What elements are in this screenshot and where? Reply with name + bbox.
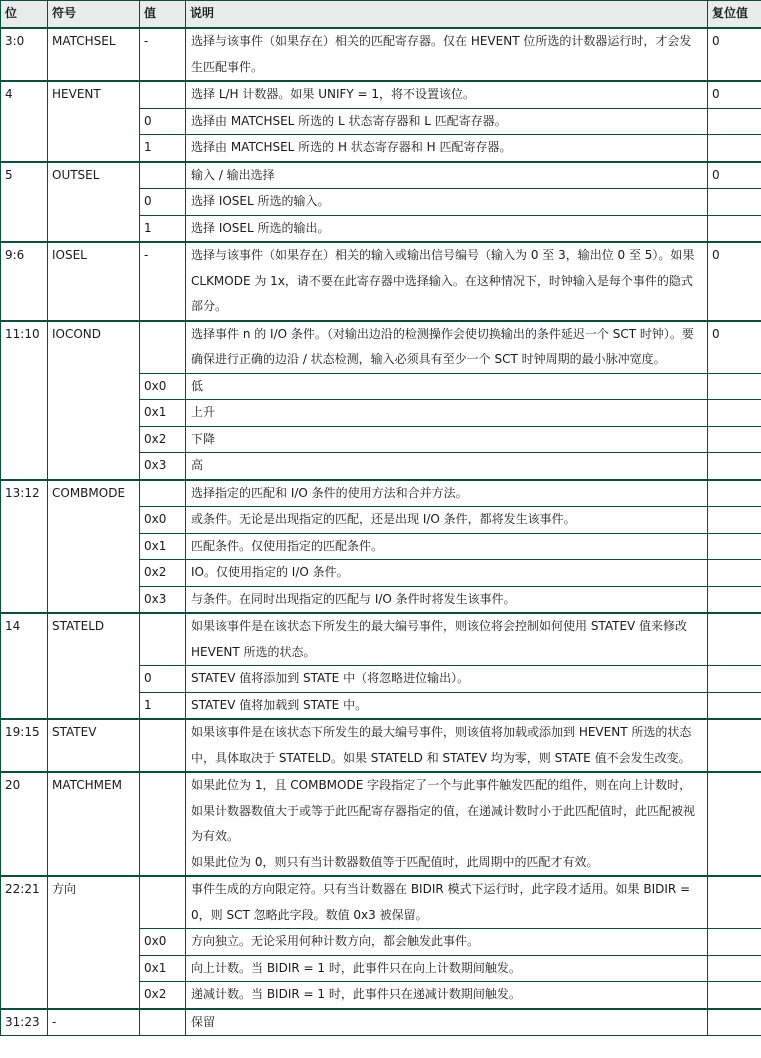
table-row [1, 480, 761, 507]
description-cell: 选择指定的匹配和 I/O 条件的使用方法和合并方法。 [186, 480, 708, 507]
bit-cell: 4 [1, 81, 48, 162]
table-row [1, 876, 761, 929]
value-cell: 0x0 [140, 373, 186, 400]
reset-cell [708, 135, 761, 162]
value-cell: 1 [140, 215, 186, 242]
description-cell: 上升 [186, 400, 708, 427]
symbol-cell: MATCHMEM [48, 772, 140, 876]
value-cell: 1 [140, 692, 186, 719]
description-cell: 如果该事件是在该状态下所发生的最大编号事件，则该值将加载或添加到 HEVENT 所选的状态中，具体取决于 STATELD。如果 STATELD 和 STATEV 均为零，则 STATE 值不会发生改变。 [186, 719, 708, 772]
table-row [1, 321, 761, 374]
bit-cell: 13:12 [1, 480, 48, 614]
bit-cell: 14 [1, 613, 48, 719]
description-cell: 选择事件 n 的 I/O 条件。（对输出边沿的检测操作会使切换输出的条件延迟一个 SCT 时钟）。要确保进行正确的边沿 / 状态检测，输入必须具有至少一个 SCT 时钟周期的最小脉冲宽度。 [186, 321, 708, 374]
value-cell: 0x1 [140, 400, 186, 427]
value-cell [140, 613, 186, 666]
value-cell: 0x1 [140, 533, 186, 560]
value-cell: - [140, 28, 186, 81]
description-cell: 事件生成的方向限定符。只有当计数器在 BIDIR 模式下运行时，此字段才适用。如果 BIDIR = 0，则 SCT 忽略此字段。数值 0x3 被保留。 [186, 876, 708, 929]
value-cell: 0 [140, 189, 186, 216]
bit-cell: 11:10 [1, 321, 48, 480]
table-row [1, 613, 761, 666]
table-row [1, 28, 761, 81]
reset-cell [708, 373, 761, 400]
reset-cell [708, 772, 761, 876]
table-header-row [1, 1, 761, 29]
header-symbol: 符号 [48, 1, 140, 29]
reset-cell [708, 189, 761, 216]
value-cell: 0 [140, 666, 186, 693]
value-cell: 0x2 [140, 426, 186, 453]
symbol-cell: IOSEL [48, 242, 140, 321]
value-cell [140, 876, 186, 929]
table-row [1, 1009, 761, 1036]
description-cell: 向上计数。当 BIDIR = 1 时，此事件只在向上计数期间触发。 [186, 955, 708, 982]
reset-cell [708, 929, 761, 956]
description-cell: 如果该事件是在该状态下所发生的最大编号事件，则该位将会控制如何使用 STATEV 值来修改 HEVENT 所选的状态。 [186, 613, 708, 666]
value-cell [140, 321, 186, 374]
value-cell: - [140, 242, 186, 321]
description-cell: IO。仅使用指定的 I/O 条件。 [186, 560, 708, 587]
table-row [1, 719, 761, 772]
reset-cell [708, 108, 761, 135]
reset-cell [708, 982, 761, 1009]
description-cell: 选择 IOSEL 所选的输入。 [186, 189, 708, 216]
reset-cell [708, 453, 761, 480]
table-row [1, 242, 761, 321]
description-cell: 递减计数。当 BIDIR = 1 时，此事件只在递减计数期间触发。 [186, 982, 708, 1009]
bit-cell: 19:15 [1, 719, 48, 772]
reset-cell [708, 586, 761, 613]
reset-cell: 0 [708, 242, 761, 321]
description-cell: 保留 [186, 1009, 708, 1036]
reset-cell: 0 [708, 321, 761, 374]
symbol-cell: OUTSEL [48, 162, 140, 243]
symbol-cell: IOCOND [48, 321, 140, 480]
header-reset: 复位值 [708, 1, 761, 29]
table-row [1, 772, 761, 876]
description-cell: 选择 IOSEL 所选的输出。 [186, 215, 708, 242]
value-cell [140, 719, 186, 772]
value-cell: 1 [140, 135, 186, 162]
description-cell: 选择与该事件（如果存在）相关的匹配寄存器。仅在 HEVENT 位所选的计数器运行时，才会发生匹配事件。 [186, 28, 708, 81]
description-paragraph: 如果此位为 1，且 COMBMODE 字段指定了一个与此事件触发匹配的组件，则在向上计数时，如果计数器数值大于或等于此匹配寄存器指定的值，在递减计数时小于此匹配值时，此匹配被视为有效。 [191, 778, 696, 843]
value-cell: 0x3 [140, 586, 186, 613]
reset-cell: 0 [708, 81, 761, 108]
reset-cell [708, 692, 761, 719]
description-cell: 方向独立。无论采用何种计数方向，都会触发此事件。 [186, 929, 708, 956]
reset-cell [708, 400, 761, 427]
header-description: 说明 [186, 1, 708, 29]
description-cell: 与条件。在同时出现指定的匹配与 I/O 条件时将发生该事件。 [186, 586, 708, 613]
header-value: 值 [140, 1, 186, 29]
reset-cell: 0 [708, 28, 761, 81]
symbol-cell: MATCHSEL [48, 28, 140, 81]
reset-cell [708, 719, 761, 772]
symbol-cell: STATELD [48, 613, 140, 719]
reset-cell [708, 533, 761, 560]
reset-cell [708, 666, 761, 693]
description-cell: STATEV 值将加载到 STATE 中。 [186, 692, 708, 719]
symbol-cell: 方向 [48, 876, 140, 1009]
description-cell: 匹配条件。仅使用指定的匹配条件。 [186, 533, 708, 560]
bit-cell: 20 [1, 772, 48, 876]
value-cell [140, 772, 186, 876]
reset-cell [708, 560, 761, 587]
value-cell [140, 81, 186, 108]
description-cell: 选择由 MATCHSEL 所选的 H 状态寄存器和 H 匹配寄存器。 [186, 135, 708, 162]
description-cell: 下降 [186, 426, 708, 453]
reset-cell [708, 480, 761, 507]
description-cell: 低 [186, 373, 708, 400]
table-row [1, 81, 761, 108]
reset-cell [708, 955, 761, 982]
description-cell [186, 772, 708, 876]
description-cell: 高 [186, 453, 708, 480]
value-cell: 0x0 [140, 929, 186, 956]
bit-cell: 9:6 [1, 242, 48, 321]
value-cell: 0x0 [140, 507, 186, 534]
value-cell: 0x1 [140, 955, 186, 982]
description-cell: 选择与该事件（如果存在）相关的输入或输出信号编号（输入为 0 至 3，输出位 0 至 5）。如果 CLKMODE 为 1x，请不要在此寄存器中选择输入。在这种情况下，时钟输入是每个事件的隐式部分。 [186, 242, 708, 321]
symbol-cell: COMBMODE [48, 480, 140, 614]
symbol-cell: HEVENT [48, 81, 140, 162]
reset-cell [708, 426, 761, 453]
value-cell [140, 480, 186, 507]
symbol-cell: - [48, 1009, 140, 1036]
reset-cell [708, 613, 761, 666]
description-paragraph: 如果此位为 0，则只有当计数器数值等于匹配值时，此周期中的匹配才有效。 [191, 854, 599, 869]
reset-cell: 0 [708, 162, 761, 189]
bit-cell: 22:21 [1, 876, 48, 1009]
description-cell: 或条件。无论是出现指定的匹配，还是出现 I/O 条件，都将发生该事件。 [186, 507, 708, 534]
description-cell: STATEV 值将添加到 STATE 中（将忽略进位输出）。 [186, 666, 708, 693]
value-cell: 0x2 [140, 560, 186, 587]
reset-cell [708, 507, 761, 534]
value-cell [140, 1009, 186, 1036]
value-cell: 0x2 [140, 982, 186, 1009]
table-row [1, 162, 761, 189]
value-cell: 0x3 [140, 453, 186, 480]
bit-cell: 31:23 [1, 1009, 48, 1036]
symbol-cell: STATEV [48, 719, 140, 772]
description-cell: 选择由 MATCHSEL 所选的 L 状态寄存器和 L 匹配寄存器。 [186, 108, 708, 135]
value-cell [140, 162, 186, 189]
bit-cell: 5 [1, 162, 48, 243]
header-bit: 位 [1, 1, 48, 29]
description-cell: 输入 / 输出选择 [186, 162, 708, 189]
reset-cell [708, 1009, 761, 1036]
description-cell: 选择 L/H 计数器。如果 UNIFY = 1，将不设置该位。 [186, 81, 708, 108]
value-cell: 0 [140, 108, 186, 135]
reset-cell [708, 215, 761, 242]
bit-cell: 3:0 [1, 28, 48, 81]
reset-cell [708, 876, 761, 929]
